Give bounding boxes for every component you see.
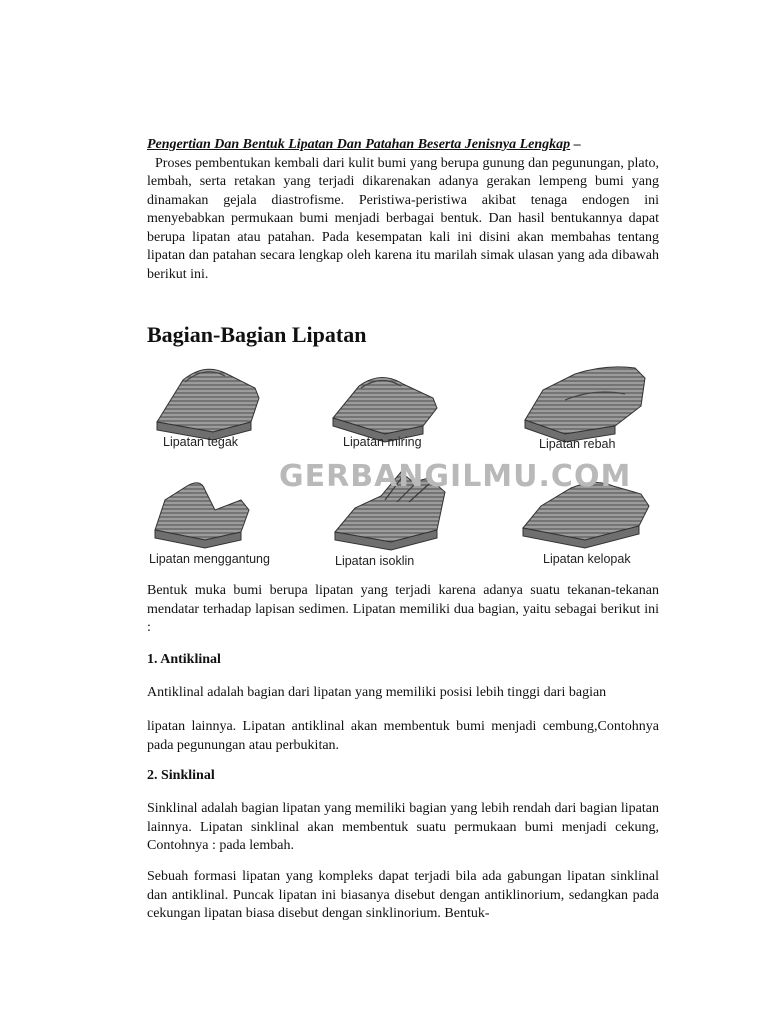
sinklinal-heading: 2. Sinklinal: [147, 768, 215, 783]
fold-inclined-illustration: [333, 377, 437, 442]
title-dash: –: [573, 137, 581, 152]
caption-lipatan-rebah: Lipatan rebah: [539, 437, 616, 451]
caption-lipatan-tegak: Lipatan tegak: [163, 435, 239, 449]
caption-lipatan-menggantung: Lipatan menggantung: [149, 552, 270, 566]
formasi-paragraph: Sebuah formasi lipatan yang kompleks dapat terjadi bila ada gabungan lipatan sinklinal dan antiklinal. Puncak lipatan ini biasanya disebut dengan antiklinorium, sedangkan pada cekungan lipatan biasa disebut dengan sinklinorium. Bentuk-: [147, 869, 659, 921]
antiklinal-line-1: Antiklinal adalah bagian dari lipatan yang memiliki posisi lebih tinggi dari bagian: [147, 685, 607, 700]
caption-lipatan-miring: Lipatan miring: [343, 435, 422, 449]
lipatan-definition-paragraph: Bentuk muka bumi berupa lipatan yang terjadi karena adanya suatu tekanan-tekanan mendatar terhadap lapisan sedimen. Lipatan memiliki dua bagian, yaitu sebagai berikut ini :: [147, 583, 659, 635]
intro-body-text: Proses pembentukan kembali dari kulit bumi yang berupa gunung dan pegunungan, plato, lembah, serta retakan yang terjadi dikarenakan adanya gerakan lempeng bumi yang dinamakan gejala diastrofisme. Peristiwa-peristiwa akibat tenaga endogen ini menyebabkan permukaan bumi menjadi berbagai bentuk. Dan hasil bentukannya dapat berupa lipatan atau patahan. Pada kesempatan kali ini disini akan membahas tentang lipatan dan patahan secara lengkap oleh karena itu marilah simak ulasan yang ada dibawah berikut ini.: [147, 155, 659, 282]
antiklinal-line-2: lipatan lainnya. Lipatan antiklinal akan membentuk bumi menjadi cembung,Contohnya pada pegunungan atau perbukitan.: [147, 719, 659, 753]
folds-figure: [145, 360, 665, 575]
section-title: Bagian-Bagian Lipatan: [147, 322, 367, 347]
article-title-link[interactable]: Pengertian Dan Bentuk Lipatan Dan Patahan Beserta Jenisnya Lengkap: [147, 137, 571, 152]
antiklinal-heading: 1. Antiklinal: [147, 652, 221, 667]
fold-upright-illustration: [157, 369, 259, 440]
caption-lipatan-kelopak: Lipatan kelopak: [543, 552, 631, 566]
intro-paragraph: [147, 136, 659, 284]
fold-recumbent-illustration: [525, 367, 645, 442]
sinklinal-paragraph: Sinklinal adalah bagian lipatan yang memiliki bagian yang lebih rendah dari bagian lipatan lainnya. Lipatan sinklinal akan membentuk suatu permukaan bumi menjadi cekung, Contohnya : pada lembah.: [147, 801, 659, 853]
watermark: GERBANGILMU.COM: [279, 459, 632, 494]
caption-lipatan-isoklin: Lipatan isoklin: [335, 554, 415, 568]
fold-overturned-illustration: [155, 483, 249, 548]
